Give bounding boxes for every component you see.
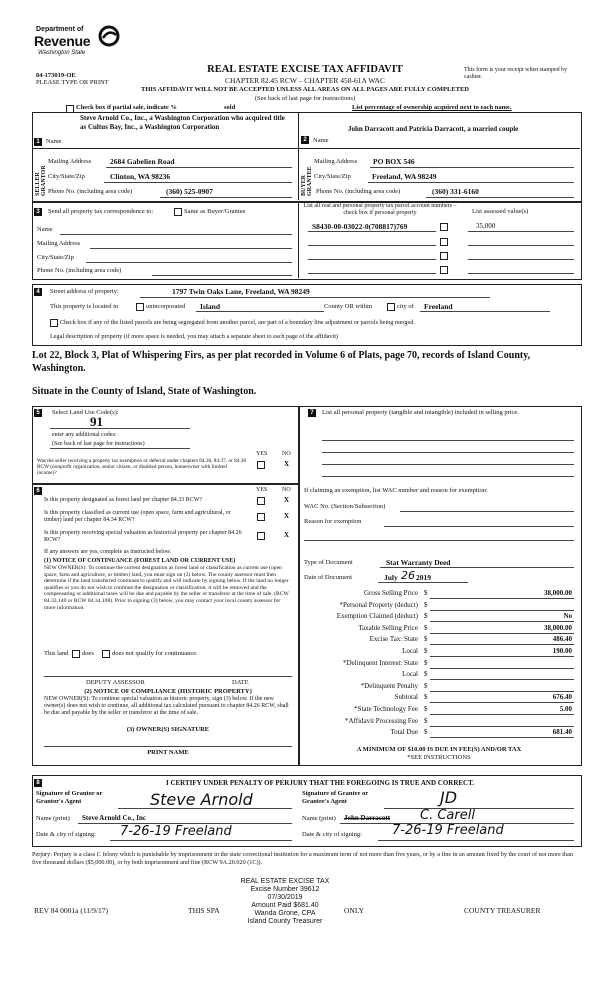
section-5-number: 5 (34, 409, 42, 417)
stamp-line: Amount Paid $681.40 (251, 902, 319, 909)
forest-land-question: Is this property designated as forest land per chapter 84.33 RCW? (44, 497, 203, 503)
assessed-header: List assessed value(s) (472, 208, 529, 215)
personal-property-checkbox-1[interactable] (440, 223, 448, 231)
tax-line (300, 693, 576, 704)
tax-line-value[interactable]: 38,000.00 (544, 589, 572, 597)
tax-line-label: Local (402, 670, 418, 679)
forest-land-answer[interactable]: X (284, 496, 290, 504)
additional-codes-label: enter any additional codes: (52, 432, 117, 438)
tax-line-dollar: $ (424, 670, 428, 679)
parcel-header: List all real and personal property tax parcel account numbers – check box if personal property (303, 203, 457, 216)
tax-line-dollar: $ (424, 647, 428, 655)
tax-line-value[interactable]: 38,000.00 (544, 623, 572, 632)
exemption-claim-label: If claiming an exemption, list WAC number and reason for exemption: (304, 487, 488, 494)
wac-label: WAC No. (Section/Subsection) (304, 503, 386, 510)
stamp-line: Wanda Grone, CPA (254, 910, 316, 917)
ownership-note: List percentage of ownership acquired next to each name. (352, 104, 512, 111)
seller-city-label: City/State/Zip (48, 173, 85, 180)
print-name-label: PRINT NAME (147, 749, 189, 756)
current-use-question: Is this property classified as current use (open space, farm and agricultural, or timber) land per chapter 84.34 RCW? (44, 510, 231, 523)
section-6-number: 6 (34, 487, 42, 495)
section-7-number: 7 (308, 409, 316, 417)
legal-situate[interactable]: Situate in the County of Island, State of Washington. (32, 386, 257, 397)
notice-continuance-title: (1) NOTICE OF CONTINUANCE (FOREST LAND OR CURRENT USE) (44, 558, 236, 564)
receipt-note: This form is your receipt when stamped by cashier. (464, 67, 568, 80)
personal-property-checkbox-2[interactable] (440, 238, 448, 246)
grantor-date-city[interactable]: 7-26-19 Freeland (120, 824, 232, 839)
seller-phone-label: Phone No. (including area code) (48, 188, 133, 195)
tax-line (300, 682, 576, 693)
tax-line-dollar: $ (424, 600, 428, 609)
buyer-city[interactable]: Freeland, WA 98249 (372, 172, 437, 181)
any-yes-note: If any answers are yes, complete as instructed below. (44, 549, 172, 555)
grantor-print-label: Name (print) (36, 815, 70, 822)
doc-type[interactable]: Stat Warranty Deed (386, 558, 451, 567)
corr-city-label: City/State/Zip (37, 254, 74, 261)
only-label: ONLY (344, 906, 365, 915)
unincorporated-label: unincorporated (146, 303, 186, 310)
exemption-yes-checkbox[interactable] (257, 461, 265, 469)
tax-line-label: Local (402, 647, 418, 655)
section-4-number: 4 (34, 288, 42, 296)
tax-line (300, 705, 576, 716)
grantor-date-label: Date & city of signing: (36, 831, 96, 838)
doc-date-label: Date of Document (304, 574, 353, 581)
tax-line-label: Taxable Selling Price (358, 623, 418, 632)
tax-line-label: Gross Selling Price (363, 589, 418, 597)
logo-state: Washington State (38, 50, 86, 56)
street-address[interactable]: 1797 Twin Oaks Lane, Freeland, WA 98249 (172, 287, 310, 296)
tax-line (300, 612, 576, 623)
notice-continuance-body: NEW OWNER(S): To continue the current designation as forest land or classification as current use (open space, farm and agriculture, or timber) land, you must sign on (3) below. The county assessor must then determine if the land transferred continues to qualify and will indicate by signing below. If the land no longer qualifies or you do not wish to continue the designation or classification, it will be removed and the compensating or additional taxes will be due and payable by the seller or transferor at the time of sale. (RCW 84.33.140 or RCW 84.34.108). Prior to signing (3) below, you may contact your local county assessor for more information. (44, 565, 289, 611)
partial-sale-label: Check box if partial sale, indicate % (76, 104, 177, 111)
deputy-assessor-label: DEPUTY ASSESSOR (86, 679, 145, 686)
tax-line (300, 728, 576, 739)
tax-line-label: *Affidavit Processing Fee (345, 716, 418, 725)
form-code: 84-173019-OE (36, 72, 76, 79)
seller-name[interactable]: Steve Arnold Co., Inc., a Washington Corporation who acquired title as Cultus Bay, Inc., a Washington Corporation (80, 114, 285, 131)
s5-yes-header: YES (256, 451, 268, 457)
tax-line-dollar: $ (424, 612, 428, 621)
current-use-answer[interactable]: X (284, 512, 290, 520)
s6-no-header: NO (282, 487, 291, 493)
tax-line-dollar: $ (424, 728, 428, 737)
s5-no-header: NO (282, 451, 291, 457)
seller-side-label: SELLER GRANTOR (35, 165, 47, 196)
partial-sale-sold: sold (224, 104, 236, 111)
land-use-label: Select Land Use Code(s): (52, 409, 119, 416)
tax-line (300, 589, 576, 600)
grantor-signature[interactable]: Steve Arnold (150, 790, 253, 809)
logo-revenue: Revenue (34, 33, 91, 49)
unincorporated-checkbox[interactable] (136, 303, 144, 311)
tax-line-label: *Personal Property (deduct) (339, 600, 418, 609)
exemption-question: Was the seller receiving a property tax exemption or deferral under chapters 84.36, 84.37, or 84.38 RCW (nonprofit organization, senior citizen, or disabled person, homeowner with limited income)? (37, 458, 247, 477)
land-does-not-checkbox[interactable] (102, 650, 110, 658)
reason-label: Reason for exemption (304, 518, 362, 525)
buyer-name[interactable]: John Darracott and Patricia Darracott, a married couple (348, 125, 519, 133)
tax-line (300, 601, 576, 612)
exemption-answer[interactable]: X (284, 460, 290, 468)
tax-line-value[interactable]: 486.40 (552, 635, 572, 644)
city-of-checkbox[interactable] (387, 303, 395, 311)
tax-line-value[interactable]: 5.00 (559, 705, 572, 713)
tax-line (300, 670, 576, 681)
land-does-not-label: does not qualify for continuance. (112, 650, 198, 657)
please-type: PLEASE TYPE OR PRINT (36, 79, 109, 86)
county-value[interactable]: Island (200, 302, 221, 311)
tax-line (300, 647, 576, 658)
section-8-number: 8 (34, 779, 42, 787)
personal-property-checkbox-3[interactable] (440, 252, 448, 260)
tax-line-label: *State Technology Fee (354, 705, 418, 713)
corr-mailing-label: Mailing Address (37, 240, 81, 247)
form-warning: THIS AFFIDAVIT WILL NOT BE ACCEPTED UNLESS ALL AREAS ON ALL PAGES ARE FULLY COMPLETED (141, 86, 469, 93)
notice-compliance-body: NEW OWNER(S): To continue special valuation as historic property, sign (3) below. If the new owner(s) does not wish to continue, all additional tax calculated pursuant to chapter 84.26 RCW, shall be due and payable by the seller or transferor at the time of sale. (44, 696, 289, 716)
stamp-line: Island County Treasurer (247, 918, 323, 925)
tax-line-label: Total Due (390, 728, 418, 737)
buyer-side-label: BUYER GRANTEE (301, 166, 313, 196)
forest-land-yes-checkbox[interactable] (257, 497, 265, 505)
certify-statement: I CERTIFY UNDER PENALTY OF PERJURY THAT THE FOREGOING IS TRUE AND CORRECT. (165, 779, 474, 787)
land-does-label: does (82, 650, 94, 657)
corr-phone-label: Phone No. (including area code) (37, 267, 122, 274)
tax-line-value[interactable]: No (563, 612, 572, 621)
tax-line-dollar: $ (424, 693, 428, 702)
grantor-signature-label: Signature of Grantor or Grantor's Agent (36, 790, 103, 805)
historic-yes-checkbox[interactable] (257, 532, 265, 540)
form-revision: REV 84 0001a (11/9/17) (34, 906, 108, 915)
logo-dept-line: Department of (36, 26, 84, 33)
buyer-city-label: City/State/Zip (314, 173, 351, 180)
located-label: This property is located in (50, 303, 119, 310)
logo-swoosh-icon (98, 25, 120, 47)
seller-name-label: Name (46, 138, 62, 145)
doc-type-label: Type of Document (304, 559, 353, 566)
tax-line-dollar: $ (424, 681, 428, 690)
legal-description[interactable]: Lot 22, Block 3, Plat of Whispering Firs, as per plat recorded in Volume 6 of Plats, page 70, records of Island County, Washington. (32, 350, 531, 374)
perjury-statement: Perjury: Perjury is a class C felony which is punishable by imprisonment in the state correctional institution for a maximum term of not more than five years, or by a fine in an amount fixed by the court of not more than five thousand dollars ($5,000.00), or by both imprisonment and fine (RCW 9A.20.020 (1C)). (32, 851, 573, 866)
tax-line (300, 659, 576, 670)
grantee-print-label: Name (print) (302, 815, 336, 822)
land-does-checkbox[interactable] (72, 650, 80, 658)
tax-line (300, 624, 576, 635)
tax-line-dollar: $ (424, 635, 428, 644)
form-chapter: CHAPTER 82.45 RCW – CHAPTER 458-61A WAC (225, 76, 385, 85)
buyer-phone-label: Phone No. (including area code) (316, 188, 401, 195)
tax-line-label: Subtotal (394, 693, 418, 702)
minimum-fee-note: A MINIMUM OF $10.00 IS DUE IN FEE(S) AND/OR TAX (356, 746, 522, 753)
grantee-signature-label: Signature of Grantee or Grantee's Agent (302, 790, 369, 805)
same-as-buyer-checkbox[interactable] (174, 208, 182, 216)
section-3-number: 3 (34, 208, 42, 216)
section-1-number: 1 (34, 138, 42, 146)
buyer-mailing-label: Mailing Address (314, 158, 358, 165)
doc-date-year[interactable]: 2019 (416, 573, 431, 582)
corr-name-label: Name (37, 226, 53, 233)
see-instructions-note: *SEE INSTRUCTIONS (407, 754, 471, 761)
buyer-mailing[interactable]: PO BOX 546 (373, 157, 415, 166)
grantee-date-city[interactable]: 7-26-19 Freeland (392, 823, 504, 838)
tax-line-dollar: $ (424, 658, 428, 667)
tax-line (300, 635, 576, 646)
treasurer-stamp (226, 878, 344, 926)
segregated-label: Check box if any of the listed parcels are being segregated from another parcel, are part of a boundary line adjustment or parcels being merged. (60, 319, 415, 326)
buyer-name-label: Name (313, 137, 329, 144)
seller-phone[interactable]: (360) 525-0907 (166, 187, 213, 196)
grantee-date-label: Date & city of signing: (302, 831, 362, 838)
owner-signature-label: (3) OWNER(S) SIGNATURE (126, 726, 210, 733)
stamp-line: Excise Number 39612 (250, 886, 320, 893)
deputy-date-label: DATE (232, 679, 249, 686)
historic-question: Is this property receiving special valuation as historical property per chapter 84.26 RCW? (44, 530, 242, 543)
tax-line-dollar: $ (424, 716, 428, 725)
send-correspondence-label: Send all property tax correspondence to: (48, 208, 154, 215)
tax-line-value[interactable]: 681.40 (552, 728, 572, 737)
legal-description-label: Legal description of property (if more space is needed, you may attach a separate sheet to each page of the affidavit) (50, 333, 338, 340)
same-as-buyer-label: Same as Buyer/Grantee (184, 208, 246, 215)
tax-line-value[interactable]: 190.00 (552, 647, 572, 655)
doc-date-day[interactable]: 26 (401, 569, 415, 582)
personal-property-checkbox-4[interactable] (440, 266, 448, 274)
grantor-print-name[interactable]: Steve Arnold Co., Inc (82, 814, 146, 822)
this-land-label: This land (44, 650, 69, 657)
doc-date-month[interactable]: July (384, 573, 398, 582)
tax-line-label: Exemption Claimed (deduct) (336, 612, 418, 621)
s6-yes-header: YES (256, 487, 268, 493)
buyer-phone[interactable]: (360) 331-6160 (432, 187, 479, 196)
tax-line-dollar: $ (424, 589, 428, 597)
seller-city[interactable]: Clinton, WA 98236 (110, 172, 171, 181)
county-treasurer-label: COUNTY TREASURER (464, 906, 541, 915)
personal-property-label: List all personal property (tangible and intangible) included in selling price. (322, 409, 519, 416)
street-label: Street address of property: (50, 288, 119, 295)
tax-line-label: Excise Tax: State (369, 635, 418, 644)
this-space-label: THIS SPA (188, 906, 220, 915)
form-see-back: (See back of last page for instructions) (254, 95, 356, 102)
seller-mailing-label: Mailing Address (48, 158, 92, 165)
grantee-print-handwritten[interactable]: C. Carell (420, 808, 475, 823)
tax-line-dollar: $ (424, 705, 428, 713)
grantee-signature[interactable]: JD (440, 788, 458, 807)
seller-mailing[interactable]: 2684 Gabelien Road (110, 157, 175, 166)
city-of-label: city of (397, 303, 414, 310)
grantee-print-name[interactable]: John Darracott (344, 814, 391, 822)
tax-line-label: *Delinquent Interest: State (342, 658, 418, 667)
county-label: County OR within (324, 303, 373, 310)
stamp-line: 07/30/2019 (267, 894, 303, 901)
assessed-value[interactable]: 35,000 (476, 222, 496, 230)
historic-answer[interactable]: X (284, 531, 290, 539)
notice-compliance-title: (2) NOTICE OF COMPLIANCE (HISTORIC PROPERTY) (84, 688, 252, 695)
parcel-number[interactable]: S8430-00-03022-0(708817)769 (312, 222, 408, 231)
section-6-box (32, 484, 300, 766)
land-use-code[interactable]: 91 (90, 414, 103, 429)
segregated-checkbox[interactable] (50, 319, 58, 327)
dor-logo (32, 22, 122, 62)
stamp-line: REAL ESTATE EXCISE TAX (240, 878, 330, 885)
tax-line-dollar: $ (424, 623, 428, 632)
tax-line-value[interactable]: 676.40 (552, 693, 572, 702)
tax-line-label: *Delinquent Penalty (360, 681, 418, 690)
land-use-see-back: (See back of last page for instructions) (52, 441, 145, 447)
current-use-yes-checkbox[interactable] (257, 513, 265, 521)
section-2-number: 2 (301, 136, 309, 144)
city-value[interactable]: Freeland (424, 302, 453, 311)
tax-line (300, 717, 576, 728)
form-title: REAL ESTATE EXCISE TAX AFFIDAVIT (207, 64, 403, 75)
